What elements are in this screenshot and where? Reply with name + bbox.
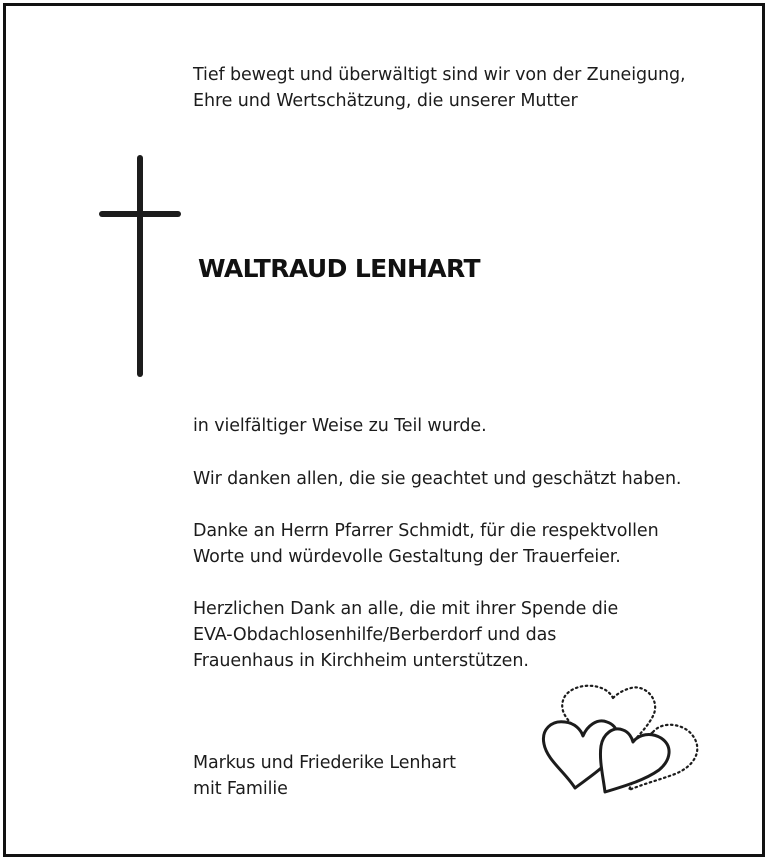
- signature-line-1: Markus und Friederike Lenhart: [193, 753, 456, 773]
- intro-line-2: Ehre und Wertschätzung, die unserer Mutter: [193, 91, 578, 111]
- hearts-icon: [535, 680, 715, 804]
- thanks-paragraph-1: [193, 413, 487, 439]
- thanks-paragraph-3: [193, 518, 659, 570]
- thanks-paragraph-2: [193, 466, 681, 492]
- signature: [193, 750, 456, 802]
- thanks-paragraph-4: [193, 596, 618, 674]
- thanks-line: Worte und würdevolle Gestaltung der Trauerfeier.: [193, 547, 621, 567]
- thanks-line: Danke an Herrn Pfarrer Schmidt, für die respektvollen: [193, 521, 659, 541]
- deceased-name: WALTRAUD LENHART: [198, 254, 481, 283]
- thanks-line: Wir danken allen, die sie geachtet und geschätzt haben.: [193, 469, 682, 489]
- thanks-line: in vielfältiger Weise zu Teil wurde.: [193, 416, 487, 436]
- thanks-line: Herzlichen Dank an alle, die mit ihrer Spende die: [193, 599, 619, 619]
- thanks-line: Frauenhaus in Kirchheim unterstützen.: [193, 651, 529, 671]
- signature-line-2: mit Familie: [193, 779, 288, 799]
- intro-line-1: Tief bewegt und überwältigt sind wir von der Zuneigung,: [193, 65, 686, 85]
- cross-icon: [95, 150, 185, 386]
- intro-text: [193, 62, 685, 114]
- thanks-line: EVA-Obdachlosenhilfe/Berberdorf und das: [193, 625, 557, 645]
